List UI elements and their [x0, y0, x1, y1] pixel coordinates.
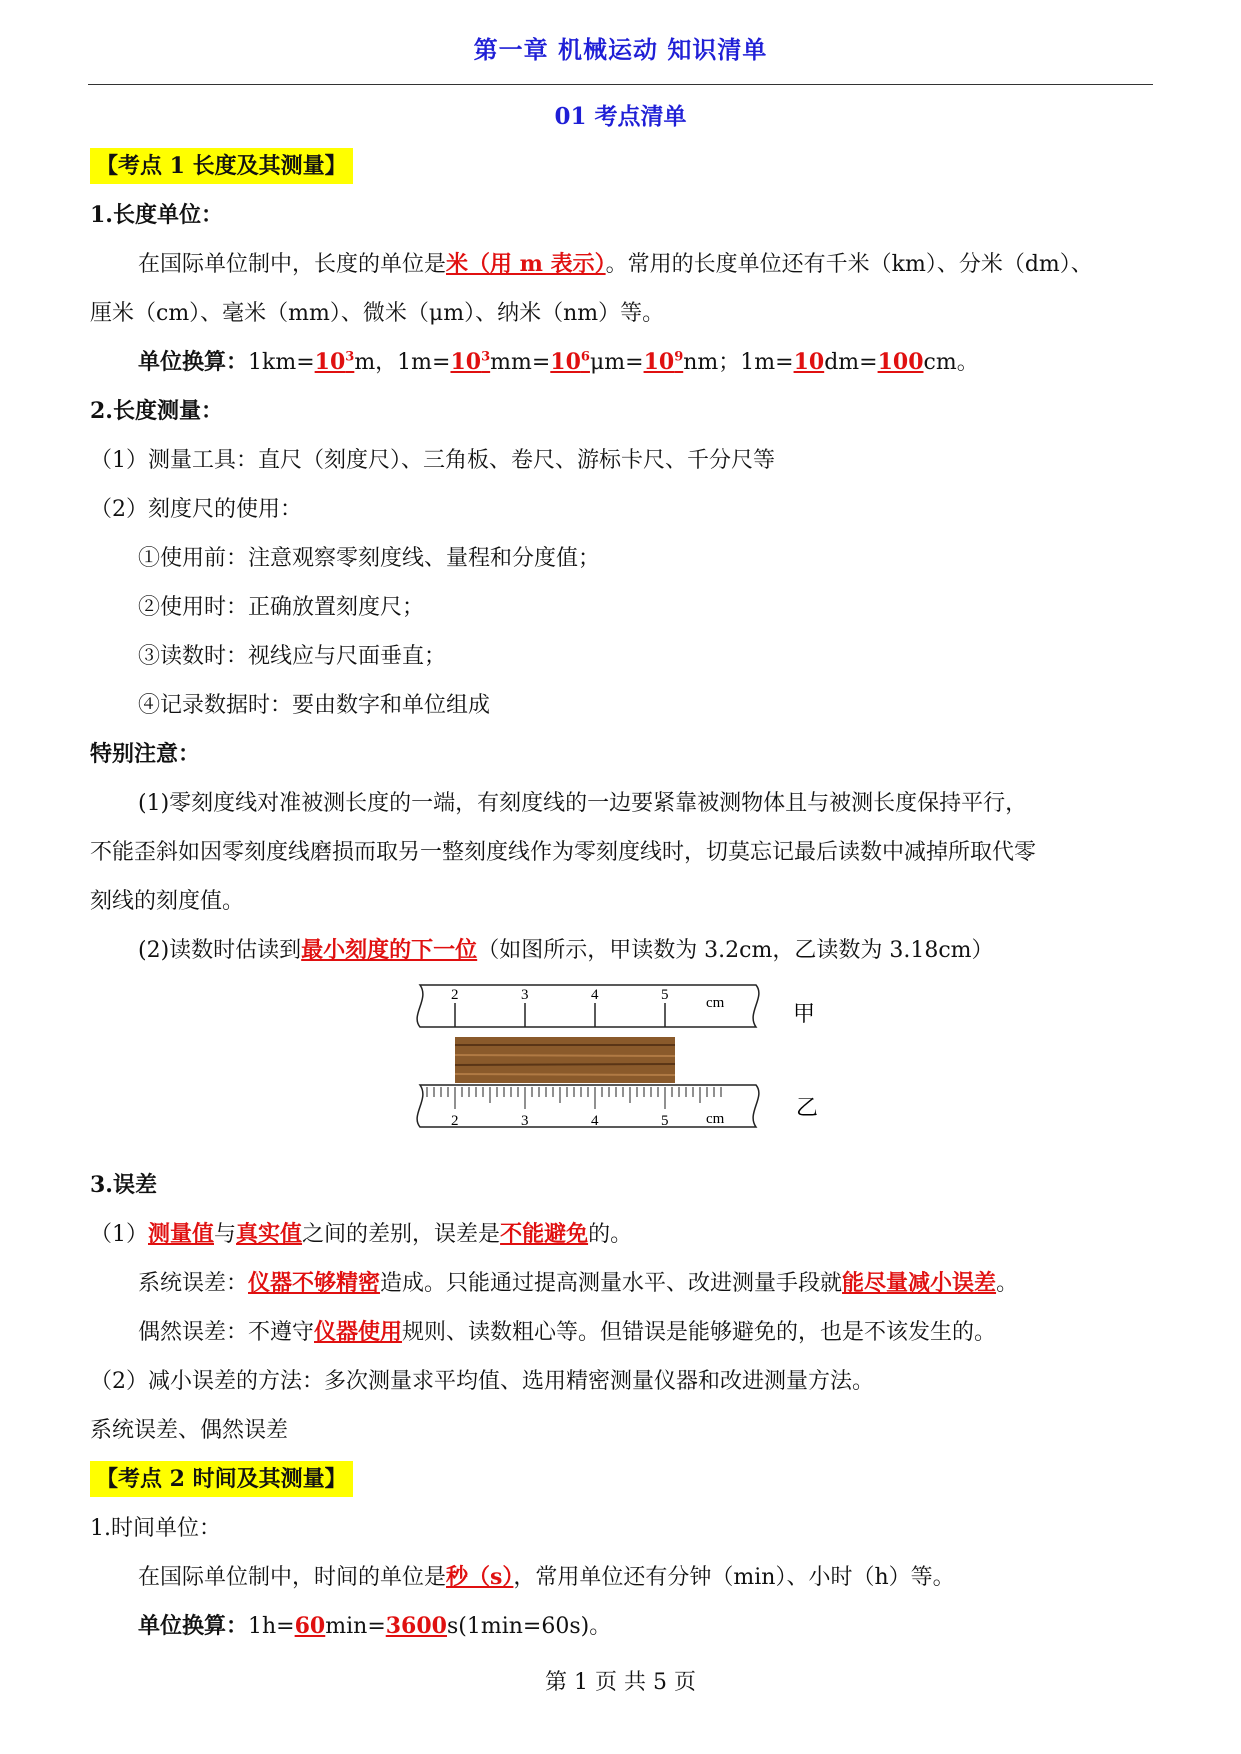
label-yi: 乙 [796, 1096, 819, 1121]
ruler-jia-tick-label: 4 [591, 987, 599, 1003]
label-jia: 甲 [793, 1002, 816, 1027]
conversion-label: 单位换算： [138, 349, 249, 375]
text-span: 在国际单位制中，时间的单位是 [138, 1565, 447, 1590]
ruler-yi-tick-label: 2 [451, 1113, 459, 1129]
ruler-jia-unit: cm [706, 995, 725, 1011]
length-unit-heading: 1.长度单位： [90, 202, 223, 228]
answer-blank: $10^3$ [314, 349, 355, 375]
answer-blank: 秒（s） [446, 1564, 514, 1590]
text-span: 的。 [588, 1222, 633, 1247]
ruler-jia-tick-label: 5 [661, 987, 669, 1003]
ruler-jia-tick-label: 3 [521, 987, 529, 1003]
document-body [90, 142, 1152, 1651]
time-conversion [90, 1602, 1152, 1651]
text-span: 1h= [248, 1614, 295, 1639]
section-title: 01 考点清单 [554, 103, 687, 130]
note-1-line-3: 刻线的刻度值。 [90, 889, 245, 914]
ruler-yi-tick-label: 3 [521, 1113, 529, 1129]
ruler-yi-unit: cm [706, 1111, 725, 1127]
text-span: （如图所示，甲读数为 3.2cm，乙读数为 3.18cm） [477, 938, 994, 963]
ruler-step-4: ④记录数据时：要由数字和单位组成 [138, 693, 491, 718]
text-span: s(1min=60s)。 [446, 1614, 612, 1639]
ruler-usage: （2）刻度尺的使用： [90, 497, 302, 522]
text-span: 1km= [248, 350, 315, 375]
text-span: mm= [490, 350, 551, 375]
text-span: 规则、读数粗心等。但错误是能够避免的，也是不该发生的。 [402, 1320, 997, 1345]
length-unit-paragraph [90, 240, 1152, 289]
text-span: μm= [589, 350, 644, 375]
text-span: 系统误差： [138, 1271, 249, 1296]
note-2 [90, 926, 1152, 975]
header-divider [88, 84, 1153, 85]
answer-blank: $10^3$ [450, 349, 491, 375]
text-span: 。常用的长度单位还有千米（km）、分米（dm）、 [605, 252, 1093, 277]
text-span: nm；1m= [683, 350, 794, 375]
ruler-step-3: ③读数时：视线应与尺面垂直； [138, 644, 447, 669]
ruler-step-2: ②使用时：正确放置刻度尺； [138, 595, 425, 620]
answer-blank: 100 [877, 349, 924, 375]
note-1-line-1: (1)零刻度线对准被测长度的一端，有刻度线的一边要紧靠被测物体且与被测长度保持平行， [138, 791, 1028, 816]
answer-blank: 能尽量减小误差 [842, 1270, 997, 1296]
answer-blank: $10^6$ [550, 349, 590, 375]
answer-blank: 3600 [385, 1613, 447, 1639]
text-span: dm= [824, 350, 878, 375]
time-unit-paragraph [90, 1553, 1152, 1602]
length-conversion [90, 338, 1152, 387]
text-span: ，常用单位还有分钟（min）、小时（h）等。 [513, 1565, 955, 1590]
kaodian-2-title: 【考点 2 时间及其测量】 [90, 1461, 353, 1497]
answer-blank: 不能避免 [500, 1221, 589, 1247]
systematic-error [90, 1259, 1152, 1308]
text-span: 偶然误差：不遵守 [138, 1320, 315, 1345]
text-span: min= [325, 1614, 386, 1639]
length-measure-heading: 2.长度测量： [90, 398, 223, 424]
ruler-jia-tick-label: 2 [451, 987, 459, 1003]
text-span: （1） [90, 1222, 148, 1247]
wood-block [455, 1037, 675, 1083]
text-span: 在国际单位制中，长度的单位是 [138, 252, 447, 277]
answer-blank: 最小刻度的下一位 [301, 937, 478, 963]
note-1-line-2: 不能歪斜如因零刻度线磨损而取另一整刻度线作为零刻度线时，切莫忘记最后读数中减掉所取代零 [90, 840, 1037, 865]
error-definition [90, 1210, 1152, 1259]
ruler-step-1: ①使用前：注意观察零刻度线、量程和分度值； [138, 546, 601, 571]
text-span: m，1m= [354, 350, 451, 375]
page-header-title: 第一章 机械运动 知识清单 [473, 35, 768, 64]
text-span: 与 [214, 1222, 237, 1247]
conversion-label: 单位换算： [138, 1613, 249, 1639]
answer-blank: 60 [294, 1613, 326, 1639]
measure-tools: （1）测量工具：直尺（刻度尺）、三角板、卷尺、游标卡尺、千分尺等 [90, 448, 775, 473]
ruler-yi-tick-label: 4 [591, 1113, 599, 1129]
reduce-error-method: （2）减小误差的方法：多次测量求平均值、选用精密测量仪器和改进测量方法。 [90, 1369, 874, 1394]
answer-blank: 仪器不够精密 [248, 1270, 381, 1296]
answer-blank: $10^9$ [643, 349, 684, 375]
random-error [90, 1308, 1152, 1357]
text-span: cm。 [923, 350, 979, 375]
page-footer: 第 1 页 共 5 页 [545, 1670, 696, 1695]
time-unit-heading: 1.时间单位： [90, 1516, 221, 1541]
text-span: (2)读数时估读到 [138, 938, 302, 963]
ruler-figure [90, 975, 1152, 1161]
answer-blank: 10 [793, 349, 825, 375]
answer-blank: 真实值 [236, 1221, 303, 1247]
text-span: 造成。只能通过提高测量水平、改进测量手段就 [380, 1271, 843, 1296]
text-span: 。 [996, 1271, 1019, 1296]
answer-blank: 仪器使用 [314, 1319, 403, 1345]
text-span: 之间的差别，误差是 [302, 1222, 501, 1247]
ruler-yi-tick-label: 5 [661, 1113, 669, 1129]
special-note-heading: 特别注意： [90, 741, 201, 767]
kaodian-1-title: 【考点 1 长度及其测量】 [90, 148, 353, 184]
ruler-diagram [408, 975, 848, 1151]
length-unit-paragraph-cont: 厘米（cm）、毫米（mm）、微米（μm）、纳米（nm）等。 [90, 301, 665, 326]
error-heading: 3.误差 [90, 1172, 157, 1198]
error-types: 系统误差、偶然误差 [90, 1418, 289, 1443]
answer-blank: 米（用 m 表示） [446, 251, 606, 277]
answer-blank: 测量值 [148, 1221, 215, 1247]
